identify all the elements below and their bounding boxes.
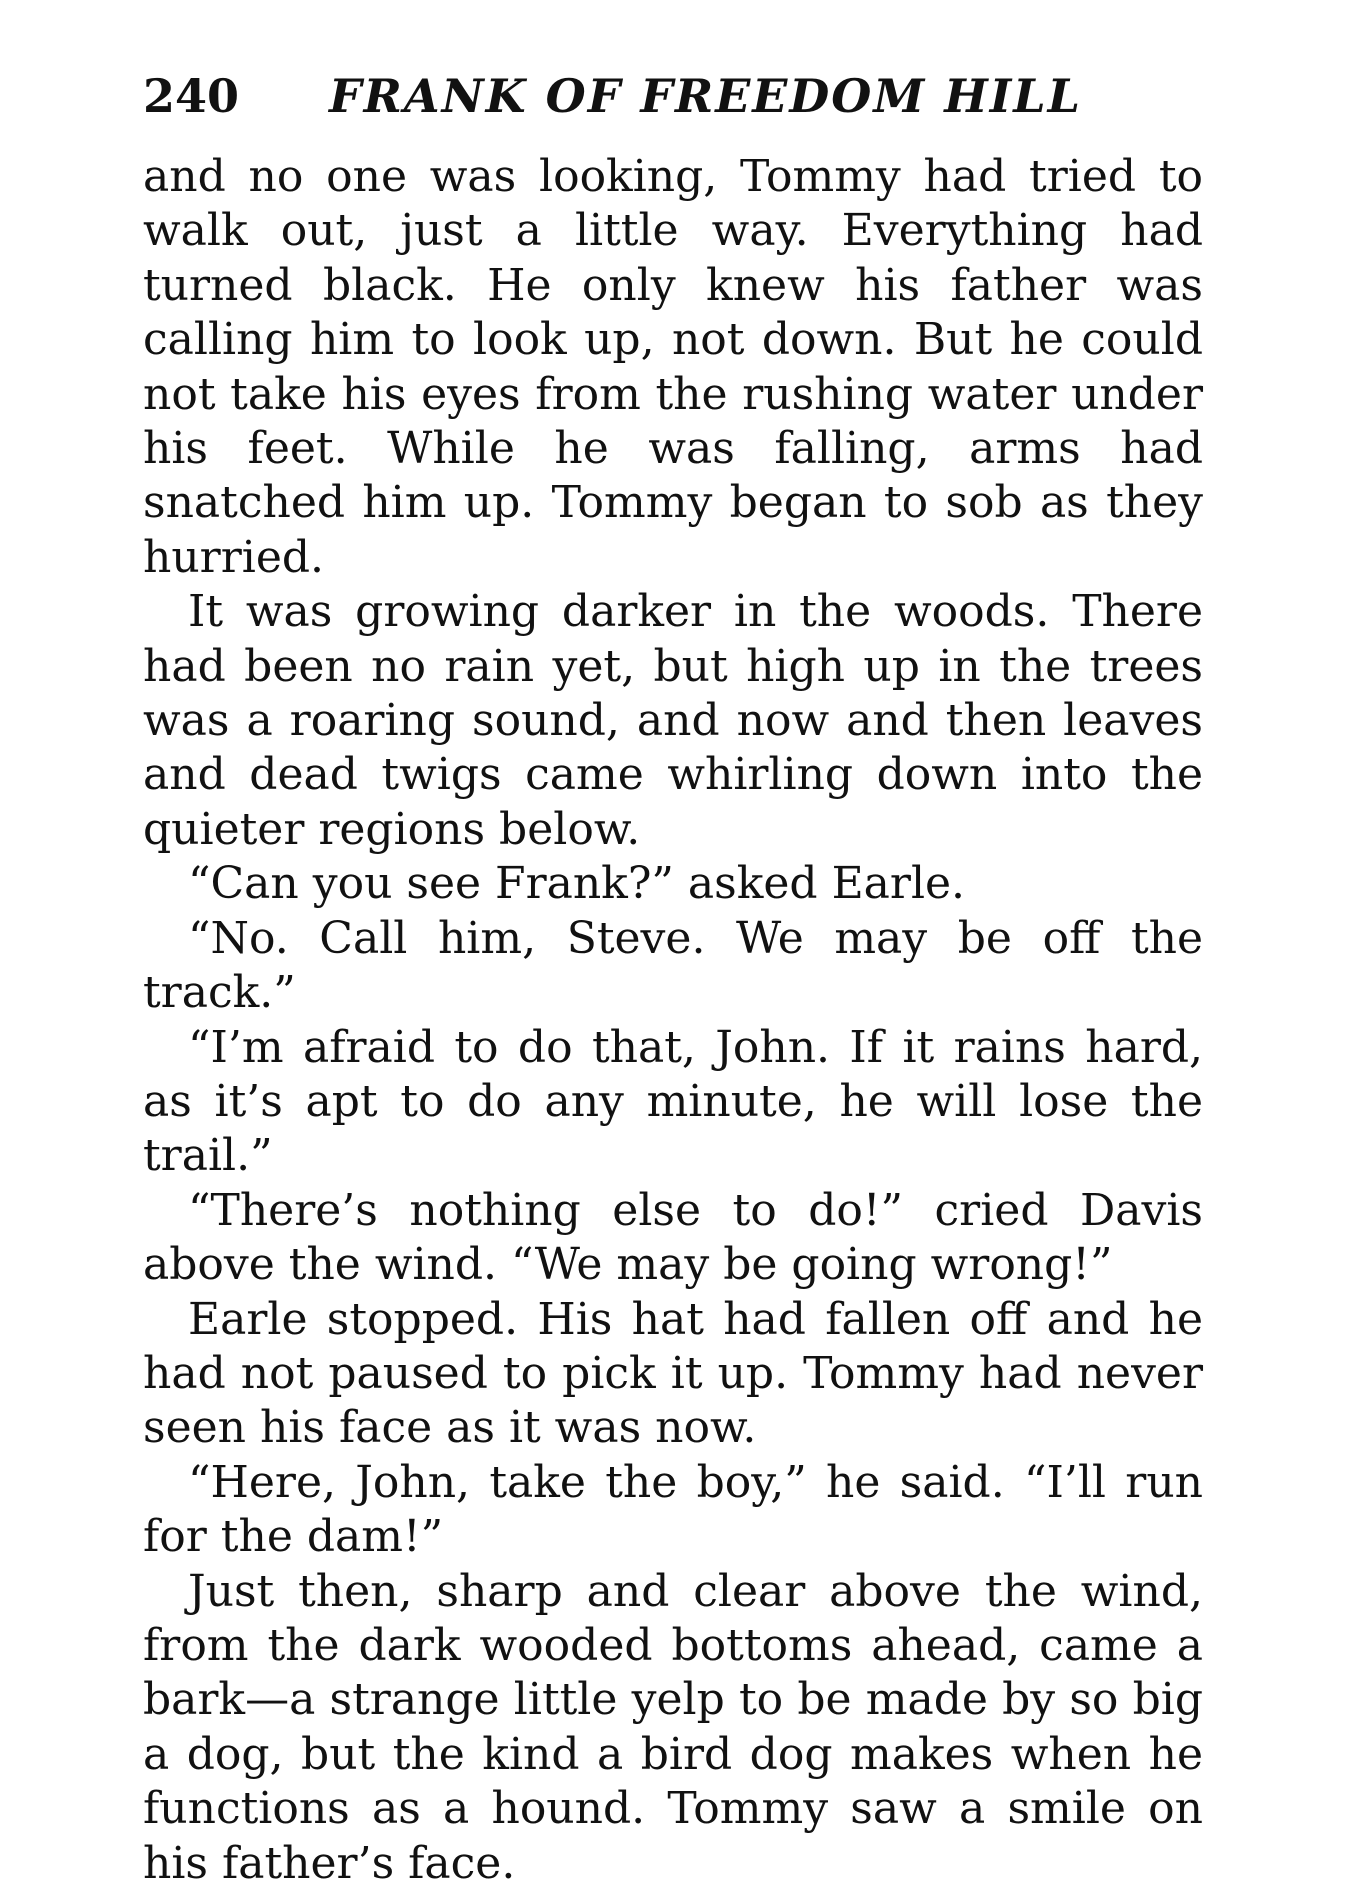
paragraph-1: and no one was looking, Tommy had tried to walk out, just a little way. Everything had turned black. He only knew his father was calling him to look up, not down. But he could not take his eyes from the rushing water under his feet. While he was falling, arms had snatched him up. Tommy began to sob as they hurried.	[143, 151, 1203, 583]
paragraph-8: “Here, John, take the boy,” he said. “I’ll run for the dam!”	[143, 1456, 1203, 1563]
paragraph-2: It was growing darker in the woods. There had been no rain yet, but high up in the trees was a roaring sound, and now and then leaves and dead twigs came whirling down into the quieter regions below.	[143, 586, 1203, 855]
page-header	[143, 66, 1203, 126]
page-number: 240	[143, 69, 240, 123]
body-text	[143, 150, 1203, 1891]
running-title: FRANK OF FREEDOM HILL	[329, 69, 1082, 123]
paragraph-4: “No. Call him, Steve. We may be off the track.”	[143, 912, 1203, 1019]
paragraph-7: Earle stopped. His hat had fallen off and he had not paused to pick it up. Tommy had never seen his face as it was now.	[143, 1293, 1203, 1454]
paragraph-3: “Can you see Frank?” asked Earle.	[188, 858, 966, 910]
paragraph-5: “I’m afraid to do that, John. If it rains hard, as it’s apt to do any minute, he will lose the trail.”	[143, 1021, 1203, 1182]
paragraph-9: Just then, sharp and clear above the wind, from the dark wooded bottoms ahead, came a bark—a strange little yelp to be made by so big a dog, but the kind a bird dog makes when he functions as a hound. Tommy saw a smile on his father’s face.	[143, 1565, 1203, 1889]
paragraph-6: “There’s nothing else to do!” cried Davis above the wind. “We may be going wrong!”	[143, 1184, 1203, 1291]
